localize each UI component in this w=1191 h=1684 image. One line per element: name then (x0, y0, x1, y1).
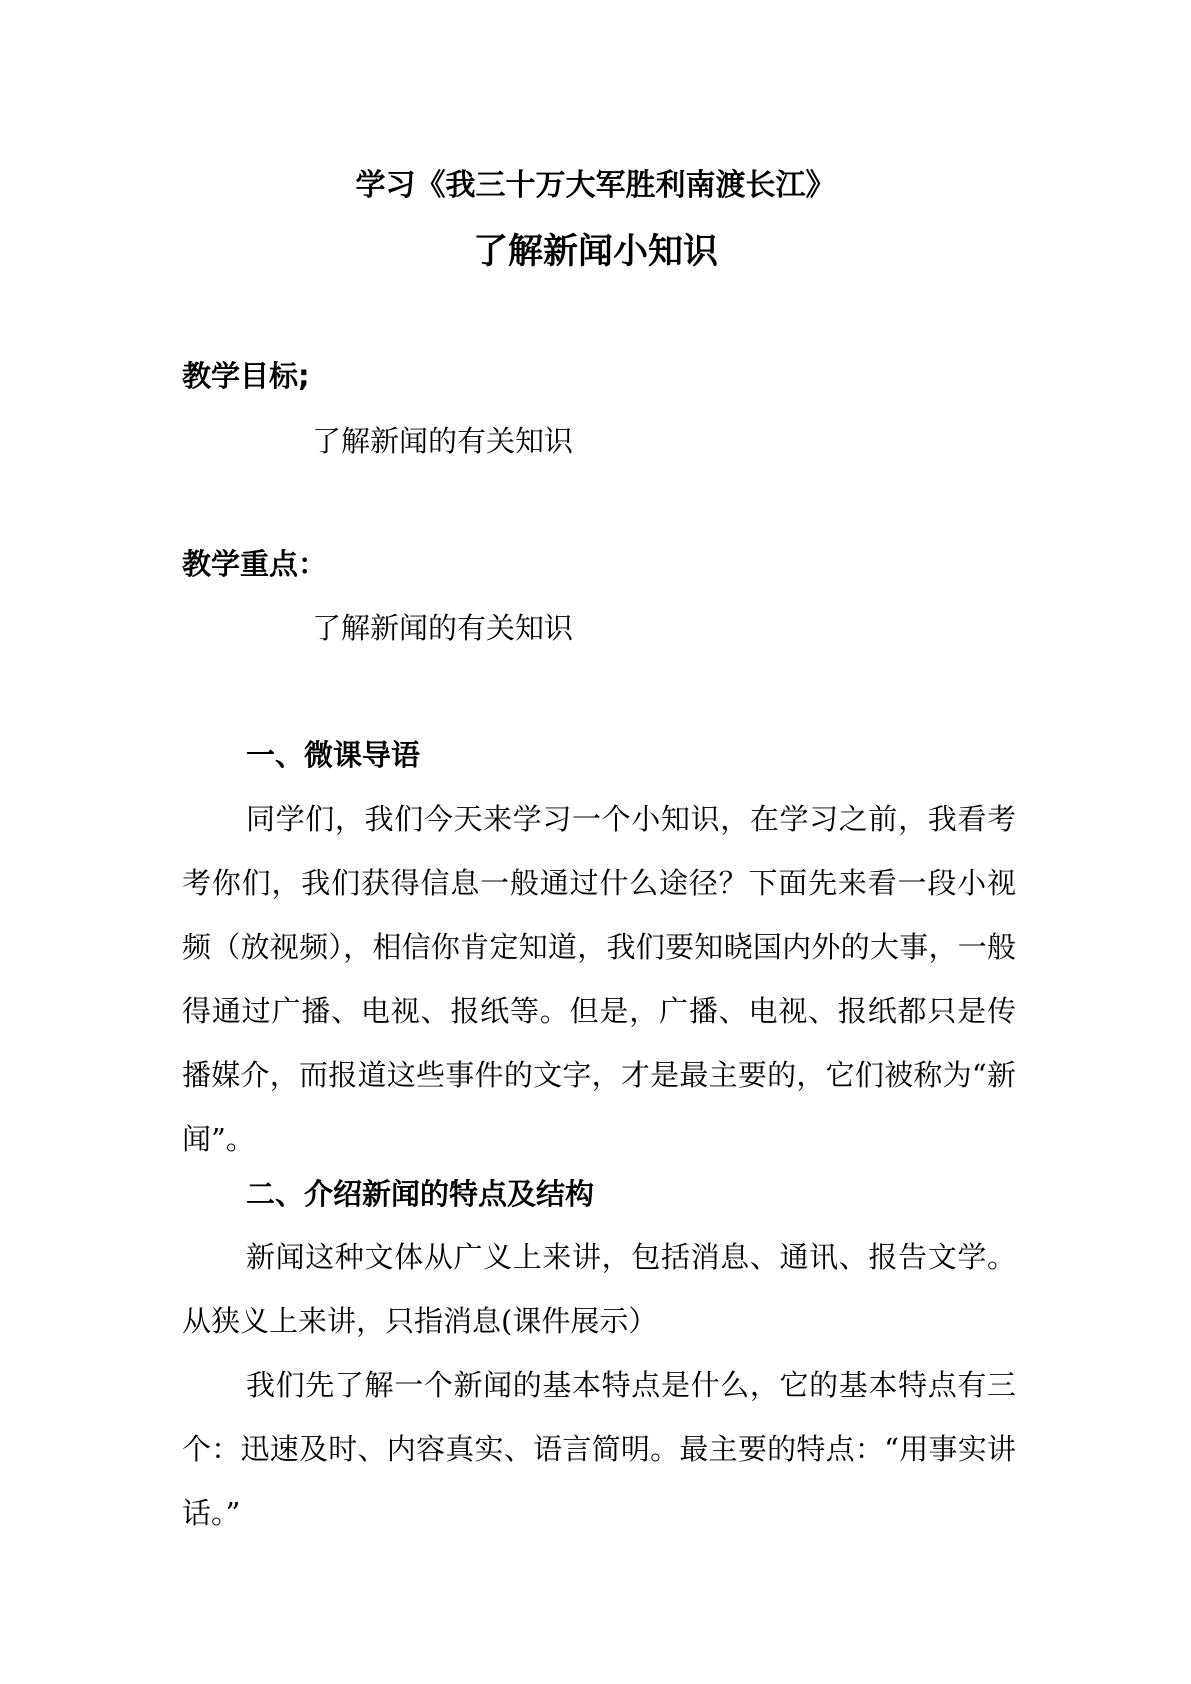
section1-heading: 一、微课导语 (246, 738, 421, 772)
section2-paragraph1: 新闻这种文体从广义上来讲，包括消息、通讯、报告文学。从狭义上来讲，只指消息(课件展示） (182, 1240, 1016, 1338)
document-title-line1: 学习《我三十万大军胜利南渡长江》 (355, 168, 836, 203)
section2-heading: 二、介绍新闻的特点及结构 (246, 1177, 595, 1211)
objective-content: 了解新闻的有关知识 (312, 424, 574, 458)
key-point-content: 了解新闻的有关知识 (312, 611, 574, 645)
objective-label: 教学目标; (182, 359, 310, 393)
key-point-label: 教学重点： (182, 547, 328, 581)
section1-paragraph: 同学们，我们今天来学习一个小知识，在学习之前，我看考考你们，我们获得信息一般通过什么途径？下面先来看一段小视频（放视频），相信你肯定知道，我们要知晓国内外的大事，一般得通过广播、电视、报纸等。但是，广播、电视、报纸都只是传播媒介，而报道这些事件的文字，才是最主要的，它们被称为“新闻”。 (182, 802, 1016, 1156)
document-title-line2: 了解新闻小知识 (472, 232, 718, 272)
section2-paragraph2: 我们先了解一个新闻的基本特点是什么，它的基本特点有三个：迅速及时、内容真实、语言简明。最主要的特点：“用事实讲话。” (182, 1368, 1016, 1530)
